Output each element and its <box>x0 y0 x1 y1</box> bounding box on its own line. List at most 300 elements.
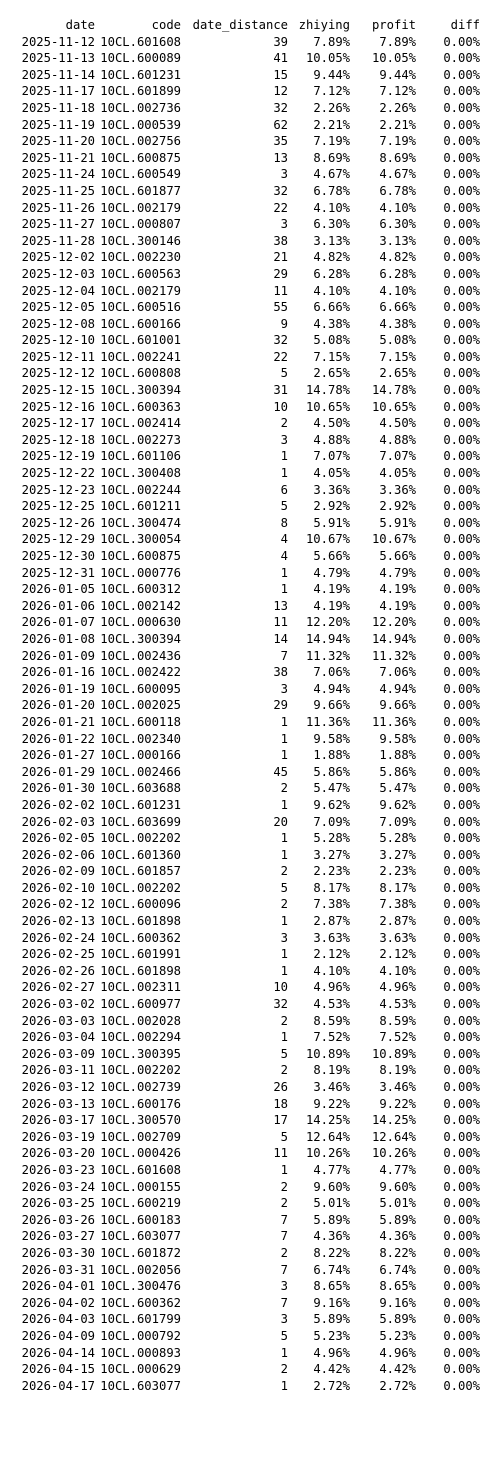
cell-profit: 8.69% <box>379 150 416 165</box>
cell-code: 10CL.000539 <box>100 117 181 132</box>
cell-date-distance: 5 <box>280 1328 288 1343</box>
cell-date: 2025-11-17 <box>21 84 95 99</box>
cell-date-distance: 3 <box>280 930 288 945</box>
table-row <box>0 283 500 300</box>
cell-date: 2025-12-29 <box>21 532 95 547</box>
cell-code: 10CL.002709 <box>100 1129 181 1144</box>
cell-zhiying: 2.72% <box>313 1378 350 1393</box>
cell-zhiying: 10.65% <box>305 399 350 414</box>
cell-date: 2026-01-16 <box>21 665 95 680</box>
table-row <box>0 332 500 349</box>
table-row <box>0 1029 500 1046</box>
cell-date-distance: 1 <box>280 847 288 862</box>
cell-code: 10CL.600516 <box>100 300 181 315</box>
cell-date-distance: 17 <box>273 1113 288 1128</box>
cell-diff: 0.00% <box>443 1146 480 1161</box>
cell-date: 2025-12-19 <box>21 449 95 464</box>
cell-zhiying: 6.66% <box>313 300 350 315</box>
cell-zhiying: 9.58% <box>313 731 350 746</box>
cell-code: 10CL.300395 <box>100 1046 181 1061</box>
cell-date-distance: 13 <box>273 150 288 165</box>
cell-code: 10CL.000807 <box>100 217 181 232</box>
cell-profit: 4.82% <box>379 250 416 265</box>
cell-date: 2026-02-06 <box>21 847 95 862</box>
cell-zhiying: 5.08% <box>313 333 350 348</box>
cell-diff: 0.00% <box>443 150 480 165</box>
table-row <box>0 880 500 897</box>
table-header-row <box>0 17 500 34</box>
cell-code: 10CL.601898 <box>100 963 181 978</box>
table-row <box>0 598 500 615</box>
cell-profit: 4.38% <box>379 316 416 331</box>
cell-zhiying: 14.78% <box>305 383 350 398</box>
cell-code: 10CL.002202 <box>100 1063 181 1078</box>
cell-code: 10CL.000630 <box>100 615 181 630</box>
cell-date-distance: 26 <box>273 1080 288 1094</box>
table-row <box>0 465 500 482</box>
cell-profit: 2.23% <box>379 864 416 879</box>
cell-code: 10CL.002311 <box>100 980 181 995</box>
cell-diff: 0.00% <box>443 549 480 563</box>
cell-date-distance: 1 <box>280 1162 288 1177</box>
cell-date-distance: 10 <box>273 399 288 414</box>
cell-diff: 0.00% <box>443 67 480 82</box>
cell-code: 10CL.600096 <box>100 897 181 912</box>
cell-date: 2026-03-20 <box>21 1146 95 1161</box>
cell-zhiying: 4.79% <box>313 565 350 580</box>
cell-date: 2026-01-19 <box>21 681 95 696</box>
table-row <box>0 349 500 366</box>
cell-code: 10CL.002241 <box>100 349 181 364</box>
cell-diff: 0.00% <box>443 930 480 945</box>
cell-profit: 5.08% <box>379 333 416 348</box>
cell-code: 10CL.603077 <box>100 1229 181 1244</box>
table-row <box>0 681 500 698</box>
cell-diff: 0.00% <box>443 515 480 530</box>
table-row <box>0 183 500 200</box>
cell-zhiying: 10.89% <box>305 1046 350 1061</box>
table-row <box>0 996 500 1013</box>
cell-date: 2026-03-27 <box>21 1229 95 1244</box>
cell-diff: 0.00% <box>443 134 480 149</box>
cell-diff: 0.00% <box>443 1262 480 1277</box>
cell-zhiying: 3.63% <box>313 930 350 945</box>
cell-date: 2026-02-12 <box>21 897 95 912</box>
cell-code: 10CL.603688 <box>100 781 181 796</box>
cell-date-distance: 2 <box>280 864 288 879</box>
cell-date-distance: 3 <box>280 681 288 696</box>
cell-date-distance: 55 <box>273 300 288 315</box>
cell-zhiying: 9.22% <box>313 1096 350 1111</box>
cell-diff: 0.00% <box>443 714 480 729</box>
cell-profit: 8.19% <box>379 1063 416 1078</box>
cell-zhiying: 7.09% <box>313 814 350 829</box>
cell-profit: 2.87% <box>379 914 416 929</box>
table-row <box>0 266 500 283</box>
cell-zhiying: 4.50% <box>313 416 350 431</box>
cell-profit: 4.10% <box>379 200 416 215</box>
cell-profit: 9.22% <box>379 1096 416 1111</box>
cell-code: 10CL.600808 <box>100 366 181 381</box>
table-row <box>0 498 500 515</box>
cell-date-distance: 15 <box>273 67 288 82</box>
cell-code: 10CL.601001 <box>100 333 181 348</box>
cell-date-distance: 11 <box>273 615 288 630</box>
cell-date: 2026-02-05 <box>21 831 95 846</box>
cell-code: 10CL.000426 <box>100 1146 181 1161</box>
cell-date-distance: 39 <box>273 34 288 49</box>
cell-zhiying: 7.07% <box>313 449 350 464</box>
cell-code: 10CL.002466 <box>100 764 181 779</box>
cell-date-distance: 1 <box>280 731 288 746</box>
table-row <box>0 1278 500 1295</box>
cell-diff: 0.00% <box>443 665 480 680</box>
cell-zhiying: 12.64% <box>305 1129 350 1144</box>
cell-profit: 4.19% <box>379 582 416 597</box>
cell-code: 10CL.002739 <box>100 1080 181 1094</box>
cell-date-distance: 2 <box>280 1362 288 1377</box>
cell-date: 2026-03-02 <box>21 997 95 1012</box>
cell-date-distance: 4 <box>280 532 288 547</box>
cell-profit: 8.59% <box>379 1013 416 1028</box>
cell-zhiying: 3.27% <box>313 847 350 862</box>
cell-diff: 0.00% <box>443 582 480 597</box>
cell-profit: 8.65% <box>379 1279 416 1294</box>
cell-diff: 0.00% <box>443 1229 480 1244</box>
cell-date-distance: 32 <box>273 100 288 115</box>
cell-zhiying: 4.96% <box>313 980 350 995</box>
table-row <box>0 299 500 316</box>
cell-code: 10CL.002202 <box>100 831 181 846</box>
cell-code: 10CL.601231 <box>100 67 181 82</box>
cell-profit: 6.78% <box>379 183 416 198</box>
cell-date: 2025-11-28 <box>21 233 95 248</box>
cell-date-distance: 8 <box>280 515 288 530</box>
cell-profit: 9.58% <box>379 731 416 746</box>
cell-zhiying: 5.91% <box>313 515 350 530</box>
cell-date-distance: 12 <box>273 84 288 99</box>
table-row <box>0 1345 500 1362</box>
cell-date: 2025-11-24 <box>21 167 95 182</box>
cell-code: 10CL.002179 <box>100 283 181 298</box>
cell-profit: 4.79% <box>379 565 416 580</box>
table-row <box>0 896 500 913</box>
cell-diff: 0.00% <box>443 266 480 281</box>
cell-diff: 0.00% <box>443 897 480 912</box>
cell-profit: 10.89% <box>371 1046 416 1061</box>
table-row <box>0 963 500 980</box>
cell-profit: 7.52% <box>379 1030 416 1045</box>
cell-diff: 0.00% <box>443 1162 480 1177</box>
cell-diff: 0.00% <box>443 366 480 381</box>
cell-zhiying: 7.89% <box>313 34 350 49</box>
cell-profit: 5.23% <box>379 1328 416 1343</box>
table-row <box>0 581 500 598</box>
header-diff: diff <box>450 18 480 32</box>
cell-code: 10CL.002340 <box>100 731 181 746</box>
cell-diff: 0.00% <box>443 1328 480 1343</box>
cell-zhiying: 7.12% <box>313 84 350 99</box>
cell-zhiying: 10.26% <box>305 1146 350 1161</box>
cell-zhiying: 7.52% <box>313 1030 350 1045</box>
cell-zhiying: 7.19% <box>313 134 350 149</box>
cell-zhiying: 2.26% <box>313 100 350 115</box>
cell-zhiying: 4.82% <box>313 250 350 265</box>
sales-detail-table <box>0 17 500 1394</box>
cell-code: 10CL.000155 <box>100 1179 181 1194</box>
cell-diff: 0.00% <box>443 731 480 746</box>
cell-date: 2026-01-21 <box>21 714 95 729</box>
cell-diff: 0.00% <box>443 34 480 49</box>
cell-date: 2026-01-06 <box>21 598 95 613</box>
cell-zhiying: 9.62% <box>313 797 350 812</box>
cell-profit: 12.20% <box>371 615 416 630</box>
cell-zhiying: 4.10% <box>313 283 350 298</box>
cell-date-distance: 1 <box>280 582 288 597</box>
cell-zhiying: 5.66% <box>313 549 350 563</box>
cell-date-distance: 3 <box>280 167 288 182</box>
cell-diff: 0.00% <box>443 100 480 115</box>
cell-date-distance: 32 <box>273 333 288 348</box>
cell-code: 10CL.601106 <box>100 449 181 464</box>
cell-code: 10CL.601898 <box>100 914 181 929</box>
cell-date-distance: 3 <box>280 432 288 447</box>
cell-diff: 0.00% <box>443 183 480 198</box>
cell-profit: 7.07% <box>379 449 416 464</box>
cell-zhiying: 11.36% <box>305 714 350 729</box>
cell-profit: 2.26% <box>379 100 416 115</box>
cell-profit: 11.36% <box>371 714 416 729</box>
cell-code: 10CL.601211 <box>100 499 181 514</box>
cell-date: 2025-12-23 <box>21 482 95 497</box>
cell-zhiying: 7.38% <box>313 897 350 912</box>
cell-date-distance: 1 <box>280 947 288 962</box>
cell-code: 10CL.300408 <box>100 466 181 481</box>
cell-date-distance: 11 <box>273 283 288 298</box>
cell-code: 10CL.600549 <box>100 167 181 182</box>
cell-diff: 0.00% <box>443 1129 480 1144</box>
cell-date-distance: 1 <box>280 797 288 812</box>
cell-date-distance: 1 <box>280 963 288 978</box>
cell-date: 2026-03-09 <box>21 1046 95 1061</box>
cell-date-distance: 5 <box>280 499 288 514</box>
cell-date-distance: 2 <box>280 1013 288 1028</box>
header-date-distance: date_distance <box>192 18 288 32</box>
cell-diff: 0.00% <box>443 383 480 398</box>
cell-zhiying: 4.94% <box>313 681 350 696</box>
cell-diff: 0.00% <box>443 432 480 447</box>
cell-zhiying: 2.12% <box>313 947 350 962</box>
cell-profit: 4.77% <box>379 1162 416 1177</box>
cell-date: 2025-11-13 <box>21 51 95 66</box>
cell-date: 2026-03-23 <box>21 1162 95 1177</box>
cell-date-distance: 1 <box>280 1030 288 1045</box>
cell-date: 2025-12-18 <box>21 432 95 447</box>
cell-code: 10CL.002244 <box>100 482 181 497</box>
cell-date: 2026-02-26 <box>21 963 95 978</box>
table-row <box>0 249 500 266</box>
cell-zhiying: 4.10% <box>313 200 350 215</box>
cell-date-distance: 10 <box>273 980 288 995</box>
table-row <box>0 697 500 714</box>
cell-profit: 4.10% <box>379 283 416 298</box>
cell-date: 2026-01-27 <box>21 748 95 763</box>
cell-profit: 4.88% <box>379 432 416 447</box>
table-row <box>0 531 500 548</box>
cell-date: 2026-01-29 <box>21 764 95 779</box>
cell-date: 2026-04-02 <box>21 1295 95 1310</box>
cell-zhiying: 4.10% <box>313 963 350 978</box>
table-row <box>0 515 500 532</box>
cell-date: 2025-11-19 <box>21 117 95 132</box>
cell-profit: 2.92% <box>379 499 416 514</box>
cell-zhiying: 8.22% <box>313 1245 350 1260</box>
cell-zhiying: 14.94% <box>305 631 350 646</box>
cell-profit: 4.96% <box>379 980 416 995</box>
cell-code: 10CL.002230 <box>100 250 181 265</box>
cell-date-distance: 2 <box>280 416 288 431</box>
cell-date: 2025-12-26 <box>21 515 95 530</box>
cell-zhiying: 8.69% <box>313 150 350 165</box>
cell-code: 10CL.601231 <box>100 797 181 812</box>
cell-profit: 11.32% <box>371 648 416 663</box>
cell-diff: 0.00% <box>443 84 480 99</box>
cell-zhiying: 9.44% <box>313 67 350 82</box>
cell-code: 10CL.600166 <box>100 316 181 331</box>
cell-zhiying: 2.87% <box>313 914 350 929</box>
cell-profit: 2.21% <box>379 117 416 132</box>
cell-date: 2025-12-02 <box>21 250 95 265</box>
cell-code: 10CL.601857 <box>100 864 181 879</box>
cell-code: 10CL.002179 <box>100 200 181 215</box>
table-row <box>0 1378 500 1395</box>
cell-profit: 4.05% <box>379 466 416 481</box>
table-row <box>0 913 500 930</box>
cell-date: 2026-02-03 <box>21 814 95 829</box>
cell-date: 2026-03-30 <box>21 1245 95 1260</box>
cell-code: 10CL.600095 <box>100 681 181 696</box>
table-row <box>0 67 500 84</box>
cell-diff: 0.00% <box>443 1362 480 1377</box>
cell-profit: 5.91% <box>379 515 416 530</box>
cell-zhiying: 9.60% <box>313 1179 350 1194</box>
cell-date: 2026-02-25 <box>21 947 95 962</box>
cell-code: 10CL.000166 <box>100 748 181 763</box>
cell-diff: 0.00% <box>443 1279 480 1294</box>
cell-date: 2025-12-12 <box>21 366 95 381</box>
cell-diff: 0.00% <box>443 399 480 414</box>
cell-zhiying: 4.38% <box>313 316 350 331</box>
cell-profit: 6.74% <box>379 1262 416 1277</box>
cell-profit: 4.10% <box>379 963 416 978</box>
cell-zhiying: 11.32% <box>305 648 350 663</box>
cell-profit: 14.25% <box>371 1113 416 1128</box>
cell-date: 2026-03-11 <box>21 1063 95 1078</box>
cell-profit: 9.16% <box>379 1295 416 1310</box>
cell-diff: 0.00% <box>443 217 480 232</box>
table-row <box>0 1062 500 1079</box>
cell-diff: 0.00% <box>443 416 480 431</box>
cell-zhiying: 4.05% <box>313 466 350 481</box>
table-row <box>0 1162 500 1179</box>
cell-code: 10CL.600363 <box>100 399 181 414</box>
cell-diff: 0.00% <box>443 1345 480 1360</box>
cell-code: 10CL.002056 <box>100 1262 181 1277</box>
cell-date-distance: 2 <box>280 1245 288 1260</box>
cell-date: 2025-12-08 <box>21 316 95 331</box>
cell-profit: 6.30% <box>379 217 416 232</box>
table-row <box>0 1361 500 1378</box>
cell-date-distance: 41 <box>273 51 288 66</box>
cell-code: 10CL.300476 <box>100 1279 181 1294</box>
cell-profit: 5.66% <box>379 549 416 563</box>
cell-date-distance: 7 <box>280 1212 288 1227</box>
table-row <box>0 1112 500 1129</box>
cell-diff: 0.00% <box>443 847 480 862</box>
cell-profit: 7.09% <box>379 814 416 829</box>
table-row <box>0 946 500 963</box>
cell-code: 10CL.603077 <box>100 1378 181 1393</box>
cell-diff: 0.00% <box>443 698 480 713</box>
cell-date: 2026-01-07 <box>21 615 95 630</box>
cell-zhiying: 4.88% <box>313 432 350 447</box>
cell-zhiying: 5.01% <box>313 1196 350 1211</box>
cell-profit: 7.06% <box>379 665 416 680</box>
cell-date-distance: 1 <box>280 914 288 929</box>
cell-diff: 0.00% <box>443 1179 480 1194</box>
cell-zhiying: 6.78% <box>313 183 350 198</box>
cell-zhiying: 4.67% <box>313 167 350 182</box>
cell-date-distance: 1 <box>280 466 288 481</box>
cell-date: 2025-12-17 <box>21 416 95 431</box>
cell-zhiying: 2.21% <box>313 117 350 132</box>
cell-code: 10CL.600362 <box>100 1295 181 1310</box>
table-row <box>0 233 500 250</box>
cell-zhiying: 2.92% <box>313 499 350 514</box>
cell-diff: 0.00% <box>443 781 480 796</box>
cell-profit: 9.66% <box>379 698 416 713</box>
cell-diff: 0.00% <box>443 1080 480 1094</box>
cell-code: 10CL.603699 <box>100 814 181 829</box>
cell-date: 2025-11-21 <box>21 150 95 165</box>
cell-diff: 0.00% <box>443 631 480 646</box>
cell-diff: 0.00% <box>443 914 480 929</box>
cell-code: 10CL.600176 <box>100 1096 181 1111</box>
cell-date: 2026-01-20 <box>21 698 95 713</box>
cell-date: 2026-01-22 <box>21 731 95 746</box>
cell-diff: 0.00% <box>443 947 480 962</box>
cell-date: 2026-01-09 <box>21 648 95 663</box>
cell-date: 2026-02-27 <box>21 980 95 995</box>
cell-date: 2026-02-13 <box>21 914 95 929</box>
table-row <box>0 1129 500 1146</box>
cell-diff: 0.00% <box>443 283 480 298</box>
cell-date-distance: 20 <box>273 814 288 829</box>
cell-date-distance: 29 <box>273 698 288 713</box>
table-row <box>0 432 500 449</box>
table-row <box>0 863 500 880</box>
cell-diff: 0.00% <box>443 1030 480 1045</box>
cell-date-distance: 7 <box>280 648 288 663</box>
table-row <box>0 830 500 847</box>
cell-date: 2026-04-15 <box>21 1362 95 1377</box>
cell-date: 2026-03-25 <box>21 1196 95 1211</box>
cell-code: 10CL.002294 <box>100 1030 181 1045</box>
cell-date-distance: 5 <box>280 366 288 381</box>
cell-diff: 0.00% <box>443 864 480 879</box>
cell-profit: 8.17% <box>379 880 416 895</box>
cell-zhiying: 3.36% <box>313 482 350 497</box>
